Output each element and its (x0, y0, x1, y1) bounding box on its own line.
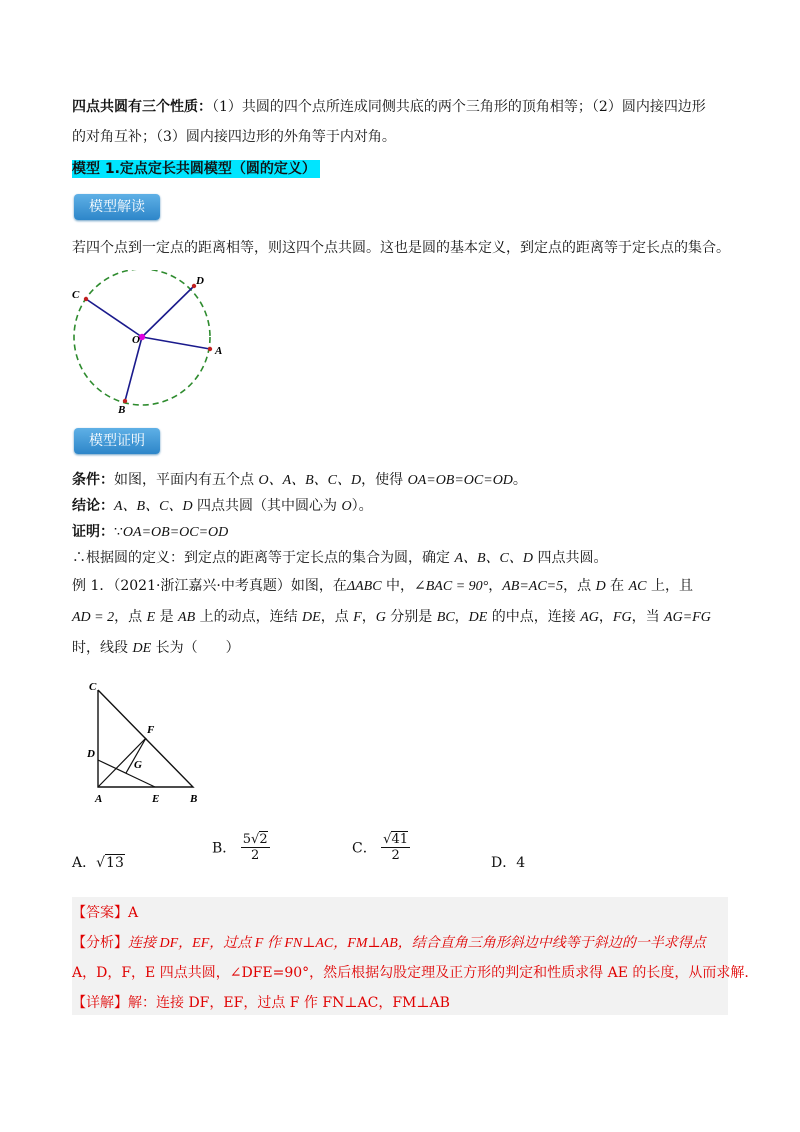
example-text: ，点 (320, 609, 354, 625)
option-c-radicand: 41 (391, 832, 409, 847)
sqrt-sign: √ (96, 855, 106, 871)
analysis-line-2: A，D，F，E 四点共圆，∠DFE=90°，然后根据勾股定理及正方形的判定和性质求得 AE 的长度，从而求解. (72, 965, 749, 981)
example-text: 的中点，连接 (487, 609, 581, 625)
ad-eq: AD = 2 (72, 610, 115, 625)
option-b-coef: 5 (242, 832, 252, 847)
option-d-value: 4 (516, 855, 526, 871)
condition-text-1: 如图，平面内有五个点 (114, 472, 259, 488)
label-o: O (132, 334, 140, 346)
tri-label-f: F (147, 724, 155, 736)
segment-ag-text: AG (580, 610, 599, 625)
example-text: 时，线段 (72, 640, 133, 656)
example-text: 中， (381, 578, 415, 594)
example-text: 例 1．（2021·浙江嘉兴·中考真题）如图，在 (72, 578, 347, 594)
conclusion-end: ）。 (351, 498, 373, 514)
therefore-text-2: 四点共圆。 (533, 550, 608, 566)
example-line-1 (72, 576, 693, 597)
segment-oa (142, 337, 210, 349)
point-g-text: G (375, 610, 386, 625)
option-b-numerator: 5√2 (242, 832, 268, 847)
analysis-tag: 【分析】 (72, 935, 128, 951)
because-symbol: ∵ (114, 524, 123, 540)
intro-line-2: 的对角互补；（3）圆内接四边形的外角等于内对角。 (72, 129, 396, 145)
tri-label-d: D (87, 748, 95, 760)
segment-de (98, 760, 155, 787)
conclusion-label: 结论： (72, 498, 114, 514)
condition-text-2: ，使得 (361, 472, 408, 488)
option-b-radicand: 2 (259, 832, 268, 847)
condition-line (72, 470, 527, 491)
condition-label: 条件： (72, 472, 114, 488)
example-text: 上，且 (646, 578, 693, 594)
segment-de-text: DE (132, 641, 152, 656)
answer-line (72, 903, 138, 923)
angle-bac: ∠BAC = 90° (414, 579, 489, 594)
example-line-2 (72, 607, 711, 628)
segment-de-text: DE (302, 610, 321, 625)
analysis-text-1: 连接 DF，EF，过点 F 作 FN⊥AC，FM⊥AB，结合直角三角形斜边中线等于斜边的一半求得点 (128, 936, 706, 951)
analysis-line-1 (72, 933, 706, 954)
segment-ac-text: AC (628, 579, 647, 594)
therefore-line (72, 548, 607, 569)
label-a: A (215, 345, 223, 357)
condition-end: 。 (512, 472, 527, 488)
example-text: 分别是 (385, 609, 437, 625)
point-e-text: E (146, 610, 156, 625)
segment-de-text: DE (468, 610, 488, 625)
example-text: ，点 (563, 578, 596, 594)
label-b: B (118, 404, 126, 416)
intro-line-1 (72, 97, 706, 117)
label-d: D (196, 275, 204, 287)
detail-tag: 【详解】 (72, 995, 128, 1011)
point-c (84, 297, 88, 301)
intro-line-1-text: （1）共圆的四个点所连成同侧共底的两个三角形的顶角相等；（2）圆内接四边形 (212, 99, 706, 115)
proof-line (72, 522, 228, 543)
segment-oc (86, 299, 142, 337)
option-b-denominator: 2 (251, 848, 260, 863)
option-a-label: A． (72, 855, 97, 871)
example-text: 是 (155, 609, 179, 625)
example-line-3 (72, 638, 240, 659)
intro-bold-lead: 四点共圆有三个性质： (72, 99, 212, 115)
example-text: ，点 (114, 609, 147, 625)
tri-label-e: E (152, 793, 160, 805)
example-text: ，当 (631, 609, 665, 625)
example-text: 上的动点，连结 (195, 609, 303, 625)
model-heading: 模型 1.定点定长共圆模型（圆的定义） (72, 160, 320, 178)
option-a-value: 13 (106, 855, 124, 871)
segment-bc-text: BC (436, 610, 455, 625)
triangle-figure (80, 676, 210, 810)
example-text: ， (598, 609, 613, 625)
condition-points: O、A、B、C、D (258, 473, 362, 488)
example-text: ， (361, 609, 376, 625)
condition-equation: OA=OB=OC=OD (407, 473, 513, 488)
tri-label-b: B (190, 793, 198, 805)
example-text: ， (454, 609, 469, 625)
detail-text: 解：连接 DF，EF，过点 F 作 FN⊥AC，FM⊥AB (128, 995, 450, 1011)
option-b[interactable] (212, 832, 270, 863)
segment-ab-text: AB (178, 610, 196, 625)
proof-equation: OA=OB=OC=OD (122, 525, 229, 540)
option-d-label: D． (491, 855, 517, 871)
option-b-label: B． (212, 840, 237, 857)
definition-text: 若四个点到一定点的距离相等，则这四个点共圆。这也是圆的基本定义，到定点的距离等于定长点的集合。 (72, 240, 730, 256)
answer-tag: 【答案】 (72, 905, 128, 921)
segment-od (142, 286, 194, 337)
proof-label: 证明： (72, 524, 114, 540)
conclusion-text: 四点共圆（其中圆心为 (192, 498, 342, 514)
ab-ac-eq: AB=AC=5 (502, 579, 564, 594)
conclusion-line (72, 496, 373, 517)
circle-figure (64, 270, 224, 418)
therefore-points: A、B、C、D (454, 551, 534, 566)
option-a[interactable] (72, 852, 125, 872)
badge-model-interpretation: 模型解读 (74, 194, 160, 220)
triangle-abc: ΔABC (346, 579, 382, 594)
option-c-denominator: 2 (391, 848, 400, 863)
answer-value: A (128, 905, 139, 921)
tri-label-g: G (134, 759, 142, 771)
option-c-label: C． (352, 840, 377, 857)
ag-fg-eq: AG=FG (664, 610, 711, 625)
segment-fg-text: FG (612, 610, 632, 625)
option-c[interactable] (352, 832, 410, 863)
tri-label-c: C (89, 681, 97, 693)
conclusion-points: A、B、C、D (114, 499, 193, 514)
example-text: 长为（ ） (151, 640, 240, 656)
option-c-numerator: √41 (383, 832, 409, 847)
option-c-fraction (381, 832, 410, 863)
point-a (208, 347, 212, 351)
conclusion-center: O (341, 499, 352, 514)
therefore-text-1: ∴根据圆的定义：到定点的距离等于定长点的集合为圆，确定 (72, 550, 455, 566)
segment-ob (125, 337, 142, 401)
label-c: C (72, 289, 80, 301)
detail-line (72, 993, 450, 1013)
point-f-text: F (353, 610, 362, 625)
badge-model-proof: 模型证明 (74, 428, 160, 454)
example-text: 在 (605, 578, 629, 594)
tri-label-a: A (95, 793, 103, 805)
point-b (123, 399, 127, 403)
option-b-fraction (241, 832, 270, 863)
example-text: ， (488, 578, 503, 594)
point-d-text: D (595, 579, 606, 594)
option-d[interactable] (491, 852, 525, 872)
